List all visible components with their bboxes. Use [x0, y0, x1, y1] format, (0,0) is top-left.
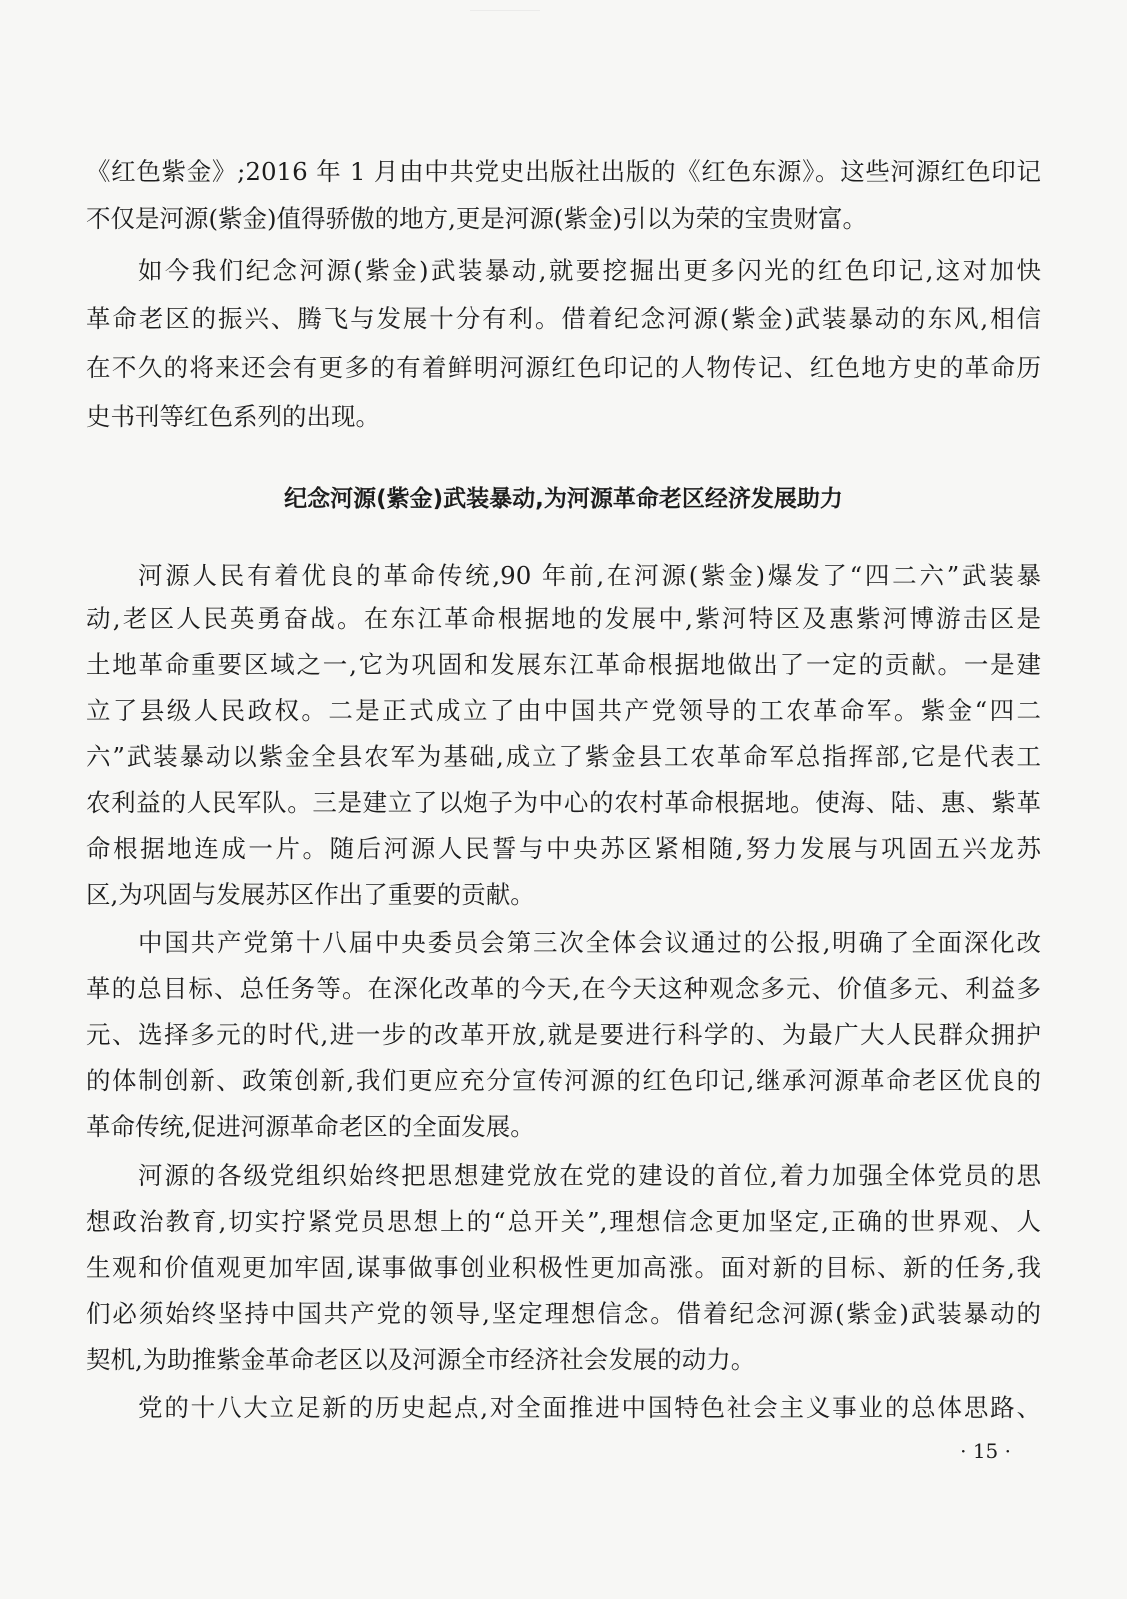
- text-line: 河源人民有着优良的革命传统,90 年前,在河源(紫金)爆发了“四二六”武装暴: [138, 561, 1041, 590]
- text-line: 元、选择多元的时代,进一步的改革开放,就是要进行科学的、为最广大人民群众拥护: [86, 1020, 1041, 1049]
- text-line: 不仅是河源(紫金)值得骄傲的地方,更是河源(紫金)引以为荣的宝贵财富。: [86, 204, 868, 233]
- text-line: 土地革命重要区域之一,它为巩固和发展东江革命根据地做出了一定的贡献。一是建: [86, 650, 1041, 679]
- text-line: 想政治教育,切实拧紧党员思想上的“总开关”,理想信念更加坚定,正确的世界观、人: [86, 1207, 1041, 1236]
- text-line: 生观和价值观更加牢固,谋事做事创业积极性更加高涨。面对新的目标、新的任务,我: [86, 1253, 1041, 1282]
- text-line: 革命老区的振兴、腾飞与发展十分有利。借着纪念河源(紫金)武装暴动的东风,相信: [86, 304, 1041, 333]
- text-line: 中国共产党第十八届中央委员会第三次全体会议通过的公报,明确了全面深化改: [138, 928, 1041, 957]
- text-line: 史书刊等红色系列的出现。: [86, 402, 380, 431]
- text-line: 区,为巩固与发展苏区作出了重要的贡献。: [86, 880, 535, 909]
- text-line: 《红色紫金》;2016 年 1 月由中共党史出版社出版的《红色东源》。这些河源红色印记: [86, 157, 1041, 186]
- text-line: 在不久的将来还会有更多的有着鲜明河源红色印记的人物传记、红色地方史的革命历: [86, 353, 1041, 382]
- text-line: 的体制创新、政策创新,我们更应充分宣传河源的红色印记,继承河源革命老区优良的: [86, 1066, 1041, 1095]
- text-line: 党的十八大立足新的历史起点,对全面推进中国特色社会主义事业的总体思路、: [138, 1393, 1041, 1422]
- text-line: 契机,为助推紫金革命老区以及河源全市经济社会发展的动力。: [86, 1345, 756, 1374]
- text-line: 革命传统,促进河源革命老区的全面发展。: [86, 1112, 535, 1141]
- text-line: 农利益的人民军队。三是建立了以炮子为中心的农村革命根据地。使海、陆、惠、紫革: [86, 788, 1041, 817]
- text-line: 六”武装暴动以紫金全县农军为基础,成立了紫金县工农革命军总指挥部,它是代表工: [86, 742, 1041, 771]
- text-line: 命根据地连成一片。随后河源人民誓与中央苏区紧相随,努力发展与巩固五兴龙苏: [86, 834, 1041, 863]
- text-line: 们必须始终坚持中国共产党的领导,坚定理想信念。借着纪念河源(紫金)武装暴动的: [86, 1299, 1041, 1328]
- page-number: · 15 ·: [960, 1439, 1011, 1463]
- text-line: 革的总目标、总任务等。在深化改革的今天,在今天这种观念多元、价值多元、利益多: [86, 974, 1041, 1003]
- scan-artifact: [470, 10, 540, 21]
- section-heading: 纪念河源(紫金)武装暴动,为河源革命老区经济发展助力: [284, 486, 843, 512]
- text-line: 如今我们纪念河源(紫金)武装暴动,就要挖掘出更多闪光的红色印记,这对加快: [138, 256, 1041, 285]
- text-line: 河源的各级党组织始终把思想建党放在党的建设的首位,着力加强全体党员的思: [138, 1161, 1041, 1190]
- text-line: 立了县级人民政权。二是正式成立了由中国共产党领导的工农革命军。紫金“四二: [86, 696, 1041, 725]
- text-line: 动,老区人民英勇奋战。在东江革命根据地的发展中,紫河特区及惠紫河博游击区是: [86, 604, 1041, 633]
